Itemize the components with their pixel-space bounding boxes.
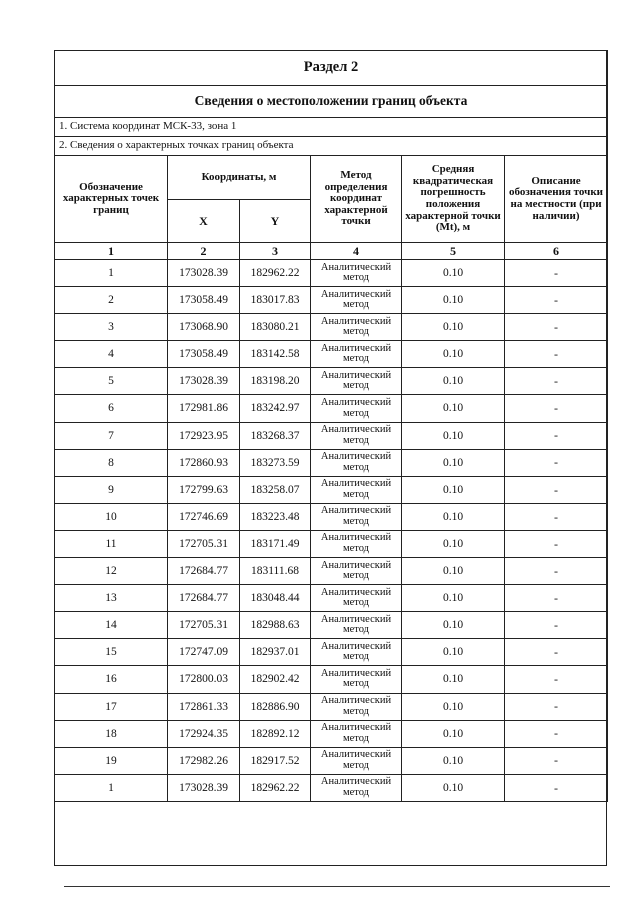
- point-designation-cell: 1: [55, 260, 168, 287]
- y-coordinate-cell: 182886.90: [240, 693, 311, 720]
- error-cell: 0.10: [402, 341, 505, 368]
- method-cell: Аналитический метод: [311, 314, 402, 341]
- x-coordinate-cell: 172746.69: [168, 503, 240, 530]
- point-designation-cell: 2: [55, 287, 168, 314]
- x-coordinate-cell: 172923.95: [168, 422, 240, 449]
- method-cell: Аналитический метод: [311, 476, 402, 503]
- description-cell: -: [505, 585, 608, 612]
- description-cell: -: [505, 530, 608, 557]
- description-cell: -: [505, 341, 608, 368]
- description-cell: -: [505, 287, 608, 314]
- point-designation-cell: 3: [55, 314, 168, 341]
- column-number: 4: [311, 243, 402, 260]
- y-coordinate-cell: 182917.52: [240, 747, 311, 774]
- error-cell: 0.10: [402, 639, 505, 666]
- description-cell: -: [505, 774, 608, 801]
- table-row: [55, 530, 608, 557]
- error-cell: 0.10: [402, 476, 505, 503]
- method-cell: Аналитический метод: [311, 503, 402, 530]
- table-row: [55, 395, 608, 422]
- table-row: [55, 422, 608, 449]
- point-designation-cell: 4: [55, 341, 168, 368]
- error-cell: 0.10: [402, 774, 505, 801]
- error-cell: 0.10: [402, 287, 505, 314]
- points-info-line: 2. Сведения о характерных точках границ объекта: [55, 137, 608, 156]
- header-method: Метод определения координат характерной точки: [311, 156, 402, 243]
- x-coordinate-cell: 173028.39: [168, 368, 240, 395]
- column-number: 5: [402, 243, 505, 260]
- error-cell: 0.10: [402, 747, 505, 774]
- description-cell: -: [505, 449, 608, 476]
- table-row: [55, 341, 608, 368]
- y-coordinate-cell: 182902.42: [240, 666, 311, 693]
- method-cell: Аналитический метод: [311, 341, 402, 368]
- description-cell: -: [505, 314, 608, 341]
- point-designation-cell: 9: [55, 476, 168, 503]
- y-coordinate-cell: 183142.58: [240, 341, 311, 368]
- description-cell: -: [505, 395, 608, 422]
- y-coordinate-cell: 183242.97: [240, 395, 311, 422]
- table-row: [55, 720, 608, 747]
- error-cell: 0.10: [402, 693, 505, 720]
- error-cell: 0.10: [402, 260, 505, 287]
- table-row: [55, 476, 608, 503]
- header-y: Y: [240, 200, 311, 243]
- description-cell: -: [505, 503, 608, 530]
- table-row: [55, 558, 608, 585]
- error-cell: 0.10: [402, 720, 505, 747]
- x-coordinate-cell: 172705.31: [168, 530, 240, 557]
- point-designation-cell: 6: [55, 395, 168, 422]
- header-x: X: [168, 200, 240, 243]
- y-coordinate-cell: 182937.01: [240, 639, 311, 666]
- description-cell: -: [505, 476, 608, 503]
- x-coordinate-cell: 172982.26: [168, 747, 240, 774]
- error-cell: 0.10: [402, 395, 505, 422]
- point-designation-cell: 19: [55, 747, 168, 774]
- method-cell: Аналитический метод: [311, 747, 402, 774]
- x-coordinate-cell: 172705.31: [168, 612, 240, 639]
- point-designation-cell: 5: [55, 368, 168, 395]
- point-designation-cell: 10: [55, 503, 168, 530]
- x-coordinate-cell: 172799.63: [168, 476, 240, 503]
- method-cell: Аналитический метод: [311, 585, 402, 612]
- table-row: [55, 666, 608, 693]
- y-coordinate-cell: 183017.83: [240, 287, 311, 314]
- boundary-points-table: [54, 50, 608, 802]
- description-cell: -: [505, 693, 608, 720]
- point-designation-cell: 12: [55, 558, 168, 585]
- description-cell: -: [505, 720, 608, 747]
- column-number: 2: [168, 243, 240, 260]
- table-row: [55, 314, 608, 341]
- error-cell: 0.10: [402, 666, 505, 693]
- x-coordinate-cell: 172800.03: [168, 666, 240, 693]
- method-cell: Аналитический метод: [311, 422, 402, 449]
- error-cell: 0.10: [402, 422, 505, 449]
- page-subtitle: Сведения о местоположении границ объекта: [55, 86, 608, 118]
- y-coordinate-cell: 183080.21: [240, 314, 311, 341]
- method-cell: Аналитический метод: [311, 774, 402, 801]
- x-coordinate-cell: 173028.39: [168, 260, 240, 287]
- description-cell: -: [505, 666, 608, 693]
- error-cell: 0.10: [402, 612, 505, 639]
- error-cell: 0.10: [402, 314, 505, 341]
- bottom-rule: [64, 886, 610, 887]
- method-cell: Аналитический метод: [311, 639, 402, 666]
- error-cell: 0.10: [402, 585, 505, 612]
- y-coordinate-cell: 183268.37: [240, 422, 311, 449]
- description-cell: -: [505, 260, 608, 287]
- x-coordinate-cell: 172861.33: [168, 693, 240, 720]
- method-cell: Аналитический метод: [311, 558, 402, 585]
- column-number: 6: [505, 243, 608, 260]
- column-number: 3: [240, 243, 311, 260]
- method-cell: Аналитический метод: [311, 530, 402, 557]
- method-cell: Аналитический метод: [311, 666, 402, 693]
- x-coordinate-cell: 172981.86: [168, 395, 240, 422]
- table-row: [55, 639, 608, 666]
- point-designation-cell: 16: [55, 666, 168, 693]
- table-row: [55, 747, 608, 774]
- description-cell: -: [505, 612, 608, 639]
- point-designation-cell: 17: [55, 693, 168, 720]
- method-cell: Аналитический метод: [311, 260, 402, 287]
- x-coordinate-cell: 173058.49: [168, 341, 240, 368]
- method-cell: Аналитический метод: [311, 720, 402, 747]
- point-designation-cell: 1: [55, 774, 168, 801]
- point-designation-cell: 15: [55, 639, 168, 666]
- description-cell: -: [505, 422, 608, 449]
- table-row: [55, 503, 608, 530]
- y-coordinate-cell: 183198.20: [240, 368, 311, 395]
- y-coordinate-cell: 182892.12: [240, 720, 311, 747]
- table-row: [55, 287, 608, 314]
- x-coordinate-cell: 172924.35: [168, 720, 240, 747]
- y-coordinate-cell: 182988.63: [240, 612, 311, 639]
- y-coordinate-cell: 183223.48: [240, 503, 311, 530]
- coordinate-system-line: 1. Система координат МСК-33, зона 1: [55, 118, 608, 137]
- y-coordinate-cell: 183111.68: [240, 558, 311, 585]
- x-coordinate-cell: 173068.90: [168, 314, 240, 341]
- x-coordinate-cell: 172747.09: [168, 639, 240, 666]
- method-cell: Аналитический метод: [311, 612, 402, 639]
- description-cell: -: [505, 368, 608, 395]
- table-row: [55, 368, 608, 395]
- table-row: [55, 585, 608, 612]
- description-cell: -: [505, 639, 608, 666]
- y-coordinate-cell: 183048.44: [240, 585, 311, 612]
- point-designation-cell: 18: [55, 720, 168, 747]
- error-cell: 0.10: [402, 558, 505, 585]
- y-coordinate-cell: 183258.07: [240, 476, 311, 503]
- header-error: Средняя квадратическая погрешность положения характерной точки (Mt), м: [402, 156, 505, 243]
- x-coordinate-cell: 173028.39: [168, 774, 240, 801]
- header-description: Описание обозначения точки на местности (при наличии): [505, 156, 608, 243]
- point-designation-cell: 8: [55, 449, 168, 476]
- table-row: [55, 612, 608, 639]
- description-cell: -: [505, 747, 608, 774]
- method-cell: Аналитический метод: [311, 395, 402, 422]
- x-coordinate-cell: 172684.77: [168, 558, 240, 585]
- error-cell: 0.10: [402, 503, 505, 530]
- error-cell: 0.10: [402, 530, 505, 557]
- section-title: Раздел 2: [55, 51, 608, 86]
- x-coordinate-cell: 172684.77: [168, 585, 240, 612]
- y-coordinate-cell: 182962.22: [240, 774, 311, 801]
- y-coordinate-cell: 183171.49: [240, 530, 311, 557]
- table-row: [55, 774, 608, 801]
- method-cell: Аналитический метод: [311, 287, 402, 314]
- method-cell: Аналитический метод: [311, 693, 402, 720]
- table-row: [55, 693, 608, 720]
- y-coordinate-cell: 183273.59: [240, 449, 311, 476]
- header-coordinates: Координаты, м: [168, 156, 311, 200]
- method-cell: Аналитический метод: [311, 449, 402, 476]
- error-cell: 0.10: [402, 449, 505, 476]
- description-cell: -: [505, 558, 608, 585]
- x-coordinate-cell: 172860.93: [168, 449, 240, 476]
- table-row: [55, 260, 608, 287]
- point-designation-cell: 11: [55, 530, 168, 557]
- y-coordinate-cell: 182962.22: [240, 260, 311, 287]
- method-cell: Аналитический метод: [311, 368, 402, 395]
- header-designation: Обозначение характерных точек границ: [55, 156, 168, 243]
- table-row: [55, 449, 608, 476]
- error-cell: 0.10: [402, 368, 505, 395]
- point-designation-cell: 7: [55, 422, 168, 449]
- column-number: 1: [55, 243, 168, 260]
- x-coordinate-cell: 173058.49: [168, 287, 240, 314]
- point-designation-cell: 14: [55, 612, 168, 639]
- point-designation-cell: 13: [55, 585, 168, 612]
